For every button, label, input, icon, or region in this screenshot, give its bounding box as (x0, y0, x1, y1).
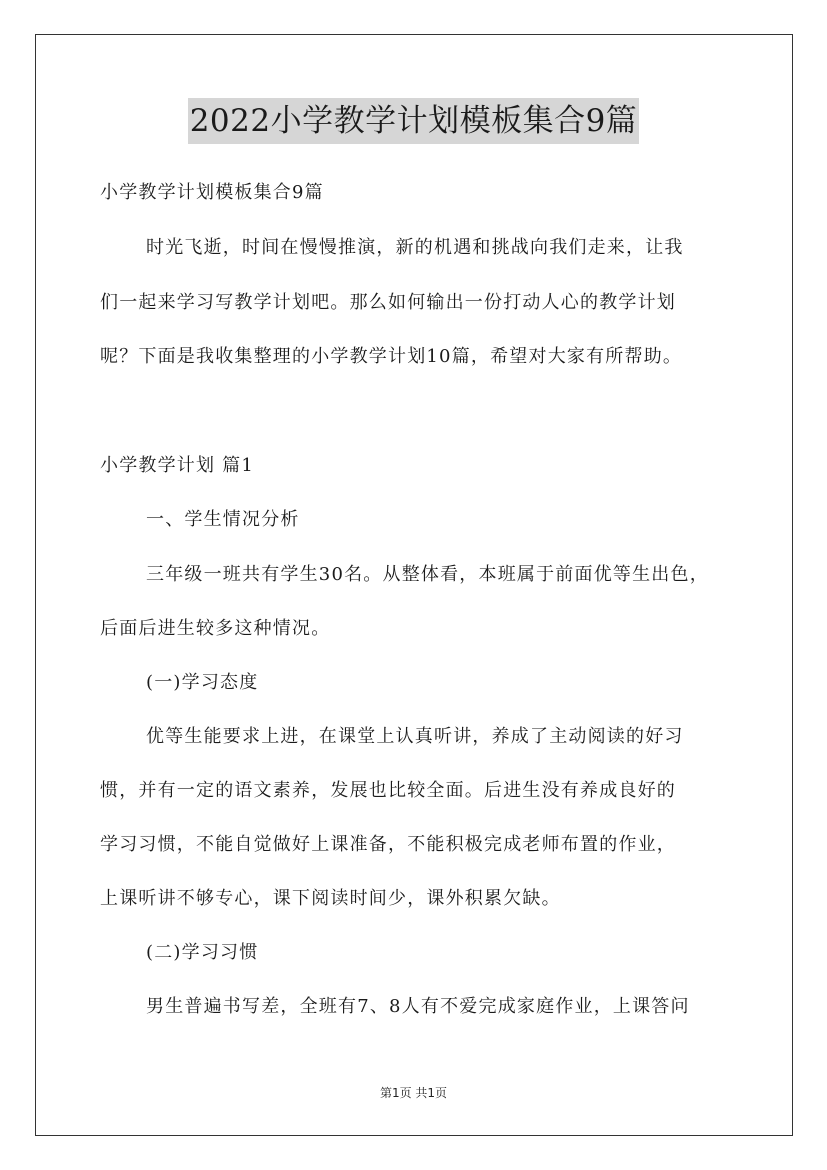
sub2-line-1: 男生普遍书写差，全班有7、8人有不爱完成家庭作业，上课答问 (146, 996, 690, 1017)
intro-line-2: 们一起来学习写教学计划吧。那么如何输出一份打动人心的教学计划 (100, 292, 676, 313)
sub1-line-4: 上课听讲不够专心，课下阅读时间少，课外积累欠缺。 (100, 888, 561, 909)
section-heading: 小学教学计划 篇1 (100, 455, 254, 476)
intro-line-3: 呢？下面是我收集整理的小学教学计划10篇，希望对大家有所帮助。 (100, 346, 683, 367)
part1-heading: 一、学生情况分析 (146, 509, 300, 530)
title-container (0, 98, 827, 144)
page-number-footer: 第1页 共1页 (379, 1086, 448, 1100)
document-subtitle: 小学教学计划模板集合9篇 (100, 182, 324, 203)
intro-line-1: 时光飞逝，时间在慢慢推演，新的机遇和挑战向我们走来，让我 (146, 237, 684, 258)
sub1-line-1: 优等生能要求上进，在课堂上认真听讲，养成了主动阅读的好习 (146, 726, 684, 747)
sub1-line-3: 学习习惯，不能自觉做好上课准备，不能积极完成老师布置的作业， (100, 834, 676, 855)
sub1-heading: (一)学习态度 (146, 672, 259, 693)
document-title: 2022小学教学计划模板集合9篇 (188, 98, 640, 144)
sub2-heading: (二)学习习惯 (146, 942, 259, 963)
sub1-line-2: 惯，并有一定的语文素养，发展也比较全面。后进生没有养成良好的 (100, 780, 676, 801)
part1-line-2: 后面后进生较多这种情况。 (100, 618, 331, 639)
part1-line-1: 三年级一班共有学生30名。从整体看，本班属于前面优等生出色， (146, 564, 709, 585)
